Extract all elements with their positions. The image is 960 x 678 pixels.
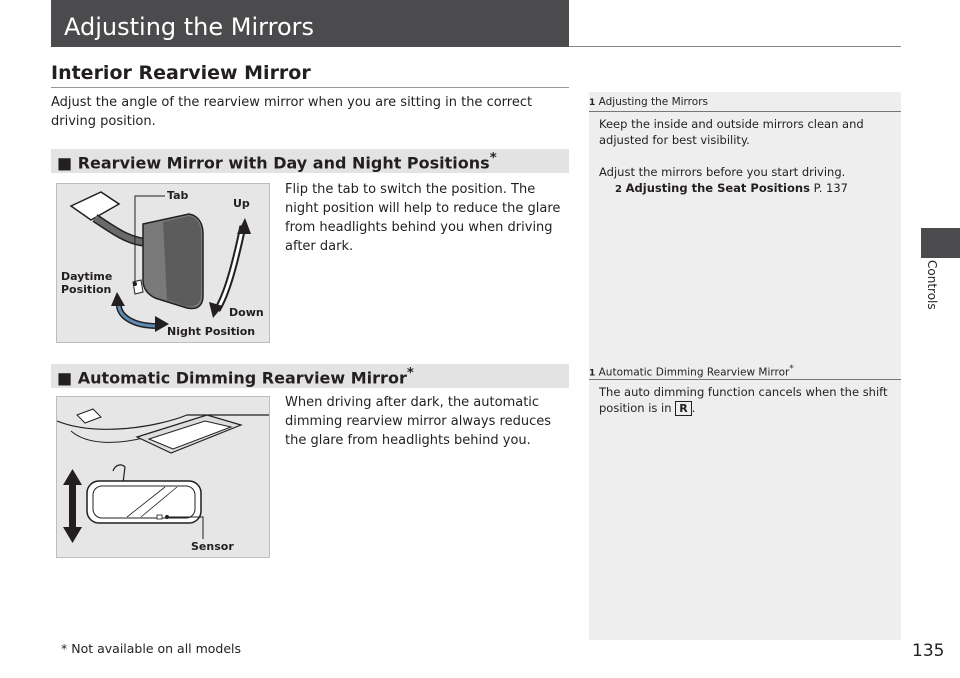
note-marker-icon: 1 [589,98,596,108]
note-text-part: The auto dimming function cancels when the shift position is in [599,385,888,415]
subsection-bullet: ■ [57,153,73,173]
side-tab-marker [921,228,960,258]
note-heading: Automatic Dimming Rearview Mirror [598,366,790,379]
subsection-title-auto-dimming [57,366,414,387]
cross-reference-link[interactable] [615,180,848,198]
section-rule [51,87,569,88]
note-heading-adjusting-mirrors [589,96,708,108]
page-title: Adjusting the Mirrors [64,13,314,41]
auto-dimming-description: When driving after dark, the automatic dimming rearview mirror always reduces the glare from headlights behind you. [285,395,551,448]
asterisk: * [489,151,497,166]
daytime-position-label: Daytime Position [61,270,113,296]
reference-title: Adjusting the Seat Positions [625,181,810,195]
note-rule [589,111,901,112]
section-intro: Adjust the angle of the rearview mirror when you are sitting in the correct driving position. [51,95,533,129]
subsection-title: Rearview Mirror with Day and Night Positions [77,153,490,173]
note-text-auto-dimming-cancel [599,384,889,416]
subsection-bullet: ■ [57,368,73,388]
day-night-description: Flip the tab to switch the position. The night position will help to reduce the glare from headlights behind you when driving after dark. [285,182,561,254]
note-text-part: . [691,401,696,415]
subsection-title: Automatic Dimming Rearview Mirror [77,368,407,388]
illustration-day-night-mirror [56,183,270,343]
reverse-gear-key-icon: R [675,401,691,416]
tab-label: Tab [167,189,189,202]
illustration-auto-dimming-mirror [56,396,270,558]
reference-page: P. 137 [813,181,848,195]
note-rule [589,379,901,380]
note-heading: Adjusting the Mirrors [598,96,708,108]
up-label: Up [233,197,250,210]
reference-arrow-icon: 2 [615,184,622,195]
footnote: * Not available on all models [61,641,242,656]
page-number: 135 [912,641,945,661]
auto-dimming-mirror-drawing [57,397,269,557]
sensor-label: Sensor [191,540,234,553]
note-text-adjust-before-driving: Adjust the mirrors before you start driving. [599,165,846,179]
note-text-keep-clean: Keep the inside and outside mirrors clean and adjusted for best visibility. [599,117,864,147]
title-rule [569,46,901,47]
asterisk: * [789,364,794,374]
section-title: Interior Rearview Mirror [51,62,311,84]
night-position-label: Night Position [167,325,256,338]
asterisk: * [406,366,414,381]
note-marker-icon: 1 [589,368,596,379]
down-label: Down [229,306,264,319]
side-tab-label: Controls [925,260,939,310]
note-heading-auto-dimming [589,364,794,379]
subsection-title-day-night [57,151,497,172]
